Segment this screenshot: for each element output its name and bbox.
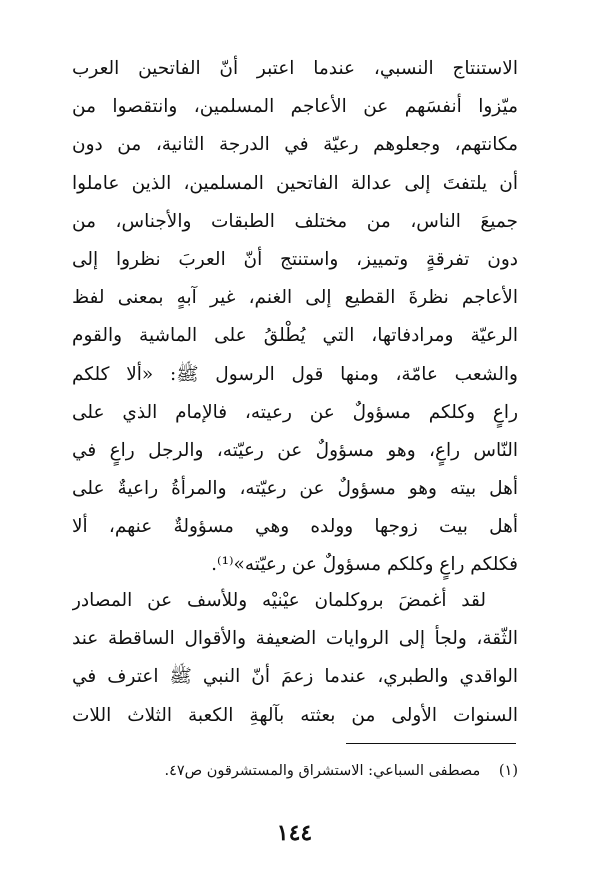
text-line: ميّزوا أنفسَهم عن الأعاجم المسلمين، وانتقصوا من [72,96,518,118]
text-line: والشعب عامّة، ومنها قول الرسول ﷺ: «ألا كلكم [72,363,518,385]
text-line: الثّقة، ولجأ إلى الروايات الضعيفة والأقوال الساقطة عند [72,628,518,650]
text-line: الرعيّة ومرادفاتها، التي يُطْلقُ على الماشية والقوم [72,325,518,347]
paragraph-1 [72,50,518,585]
page-number: ١٤٤ [276,820,313,846]
text-line: الاستنتاج النسبي، عندما اعتبر أنّ الفاتحين العرب [72,58,518,79]
text-line: جميعَ الناس، من مختلف الطبقات والأجناس، من [72,210,518,232]
text-line: السنوات الأولى من بعثته بآلهةِ الكعبة الثلاث اللات [72,704,518,726]
footnote-text: مصطفى السباعي: الاستشراق والمستشرقون ص٤٧. [164,763,481,779]
text-line: راعٍ وكلكم مسؤولٌ عن رعيته، فالإمام الذي على [72,401,518,423]
text-line: أهل بيت زوجها وولده وهي مسؤولةٌ عنهم، ألا [72,516,518,538]
text-line: أن يلتفتَ إلى عدالة الفاتحين المسلمين، الذين عاملوا [72,172,518,194]
footnote-separator [346,743,516,744]
text-line: أهل بيته وهو مسؤولٌ عن رعيّته، والمرأةُ راعيةٌ على [72,478,518,500]
text-line-first: لقد أغمضَ بروكلمان عيْنيْه وللأسف عن المصادر [72,590,486,611]
text-line: مكانتهم، وجعلوهم رعيّة في الدرجة الثانية، من دون [72,134,518,156]
text-line: الواقدي والطبري، عندما زعمَ أنّ النبي ﷺ اعترف في [72,666,518,688]
paragraph-2 [72,582,518,735]
text-line: النّاس راعٍ، وهو مسؤولٌ عن رعيّته، والرجل راعٍ في [72,439,518,461]
footnote [72,758,518,784]
text-line: الأعاجم نظرةَ القطيع إلى الغنم، غير آبهٍ بمعنى لفظ [72,287,518,309]
footnote-number: (١) [498,763,518,779]
text-line: دون تفرقةٍ وتمييز، واستنتج أنّ العربَ نظروا إلى [72,248,518,270]
text-line-last: فكلكم راعٍ وكلكم مسؤولٌ عن رعيّته»⁽¹⁾. [211,554,518,576]
